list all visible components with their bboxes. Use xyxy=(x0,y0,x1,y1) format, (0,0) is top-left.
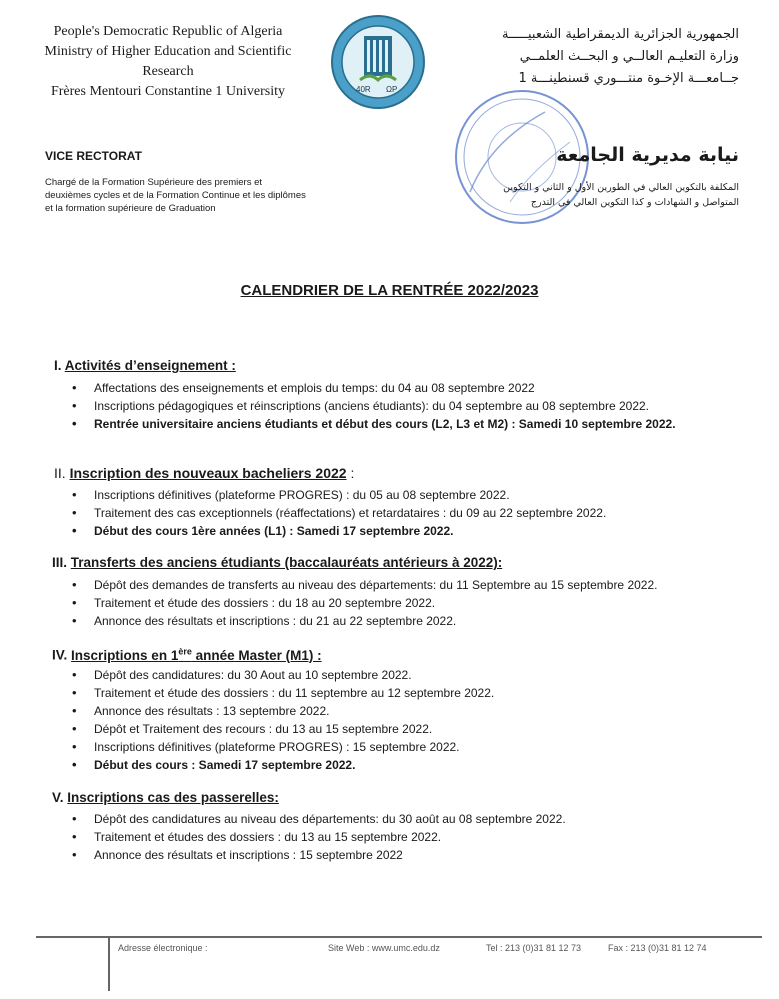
list-item: • Dépôt des demandes de transferts au niveau des départements: du 11 Septembre au 15 septembre 2022. xyxy=(72,576,752,594)
list-item: • Inscriptions pédagogiques et réinscriptions (anciens étudiants): du 04 septembre au 08 septembre 2022. xyxy=(72,397,752,415)
document-title: CALENDRIER DE LA RENTRÉE 2022/2023 xyxy=(240,282,539,299)
header-en-line-3: Research xyxy=(142,64,194,79)
header-ar-line-1: الجمهورية الجزائرية الديمقراطية الشعبيـــــة xyxy=(501,27,739,42)
header-english xyxy=(28,22,308,102)
section-3-list xyxy=(72,576,752,630)
university-logo xyxy=(330,14,426,110)
section-4-heading xyxy=(52,646,322,663)
list-item: • Dépôt des candidatures au niveau des départements: du 30 août au 08 septembre 2022. xyxy=(72,810,752,828)
section-3-heading xyxy=(52,555,502,570)
header-ar-line-3: جــامعـــة الإخـوة منتـــوري قسنطينـــة 1 xyxy=(518,71,739,86)
list-item: • Traitement et étude des dossiers : du 18 au 20 septembre 2022. xyxy=(72,594,752,612)
list-item: • Traitement et études des dossiers : du 13 au 15 septembre 2022. xyxy=(72,828,752,846)
list-item: • Inscriptions définitives (plateforme PROGRES) : du 05 au 08 septembre 2022. xyxy=(72,486,752,504)
header-en-line-2: Ministry of Higher Education and Scientific xyxy=(44,44,292,59)
section-5-number: V. xyxy=(52,790,64,805)
footer-divider xyxy=(36,936,762,938)
section-4-title-sup: ère xyxy=(178,646,192,656)
list-item: • Affectations des enseignements et emplois du temps: du 04 au 08 septembre 2022 xyxy=(72,379,752,397)
header-ar-line-2: وزارة التعليـم العالــي و البحــث العلمــي xyxy=(519,49,739,64)
list-item: • Rentrée universitaire anciens étudiants et début des cours (L2, L3 et M2) : Samedi 10 septembre 2022. xyxy=(72,415,752,433)
section-4-title-post: année Master (M1) : xyxy=(191,647,322,663)
footer-email-label: Adresse électronique : xyxy=(118,943,208,953)
section-2-list xyxy=(72,486,752,540)
section-4-list xyxy=(72,666,752,774)
section-1-list xyxy=(72,379,752,433)
section-5-list xyxy=(72,810,752,864)
list-item: • Début des cours : Samedi 17 septembre 2022. xyxy=(72,756,752,774)
logo-text-right: ΩP xyxy=(386,85,398,94)
section-1-number: I. xyxy=(54,358,62,373)
section-3-number: III. xyxy=(52,555,68,570)
list-item: • Inscriptions définitives (plateforme PROGRES) : 15 septembre 2022. xyxy=(72,738,752,756)
section-2-heading: II. Inscription des nouveaux bacheliers 2022 : xyxy=(54,465,355,481)
section-2-number: II. xyxy=(54,465,66,481)
section-1-heading xyxy=(54,358,236,373)
list-item: • Annonce des résultats et inscriptions : 15 septembre 2022 xyxy=(72,846,752,864)
vice-rectorat-arabic-title: نيابة مديرية الجامعة xyxy=(556,144,739,166)
list-item: • Annonce des résultats : 13 septembre 2022. xyxy=(72,702,752,720)
footer-telephone: Tel : 213 (0)31 81 12 73 xyxy=(486,943,582,953)
header-en-line-4: Frères Mentouri Constantine 1 University xyxy=(50,84,286,99)
section-5-title: Inscriptions cas des passerelles: xyxy=(67,790,279,805)
section-2-title: Inscription des nouveaux bacheliers 2022 xyxy=(69,465,347,481)
logo-text-left: 40R xyxy=(356,85,371,94)
header-en-line-1: People's Democratic Republic of Algeria xyxy=(53,24,283,39)
section-5-heading xyxy=(52,790,279,805)
section-1-title: Activités d’enseignement : xyxy=(64,358,236,373)
footer-website: Site Web : www.umc.edu.dz xyxy=(328,943,440,953)
section-4-title-pre: Inscriptions en 1 xyxy=(71,647,179,663)
list-item: • Traitement et étude des dossiers : du 11 septembre au 12 septembre 2022. xyxy=(72,684,752,702)
list-item: • Dépôt et Traitement des recours : du 13 au 15 septembre 2022. xyxy=(72,720,752,738)
list-item: • Dépôt des candidatures: du 30 Aout au 10 septembre 2022. xyxy=(72,666,752,684)
footer-fax: Fax : 213 (0)31 81 12 74 xyxy=(608,943,707,953)
vice-rectorat-arabic-description: المكلفة بالتكوين العالي في الطورين الأول و الثاني و التكوين المتواصل و الشهادات و كذا التكوين العالي في التدرج xyxy=(503,182,739,208)
vice-rectorat-title: VICE RECTORAT xyxy=(45,149,142,163)
vice-rectorat-description: Chargé de la Formation Supérieure des premiers et deuxièmes cycles et de la Formation Continue et les diplômes et la formation supérieure de Graduation xyxy=(45,177,306,214)
section-3-title: Transferts des anciens étudiants (baccalauréats antérieurs à 2022): xyxy=(70,555,503,570)
list-item: • Traitement des cas exceptionnels (réaffectations) et retardataires : du 09 au 22 septembre 2022. xyxy=(72,504,752,522)
header-arabic xyxy=(449,24,739,90)
list-item: • Annonce des résultats et inscriptions : du 21 au 22 septembre 2022. xyxy=(72,612,752,630)
list-item: • Début des cours 1ère années (L1) : Samedi 17 septembre 2022. xyxy=(72,522,752,540)
footer-vertical-divider xyxy=(108,936,110,991)
section-4-number: IV. xyxy=(52,647,68,663)
